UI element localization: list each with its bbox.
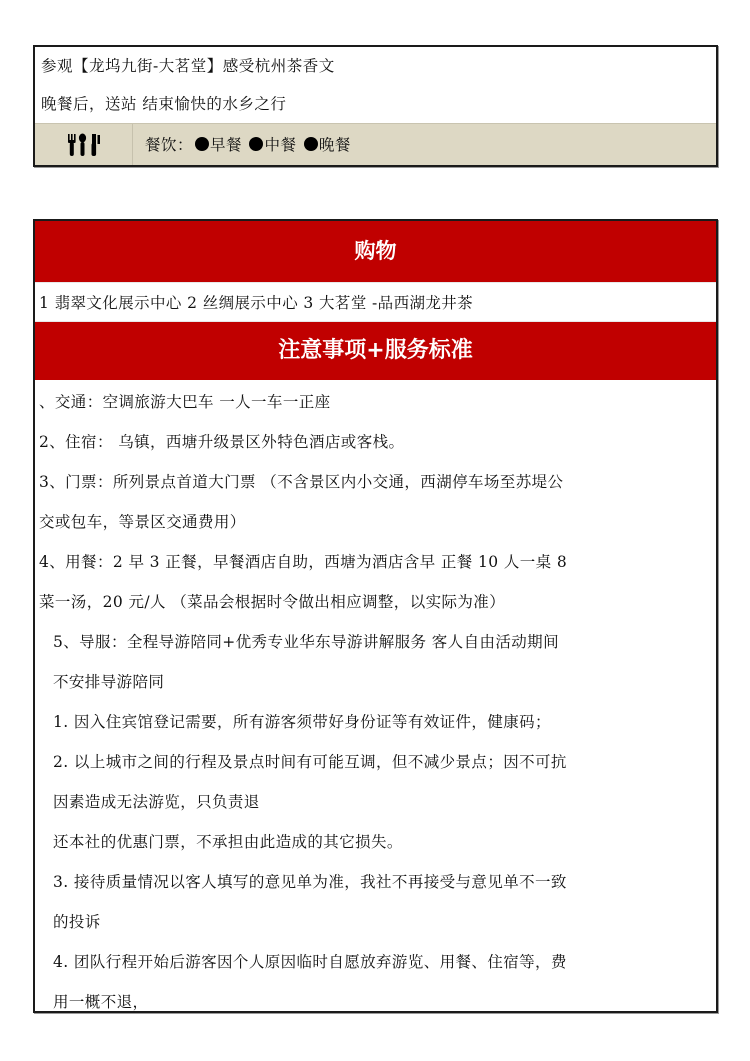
meal-breakfast: 早餐 <box>210 136 243 154</box>
note-line: 的投诉 <box>53 913 101 931</box>
note-line: 2. 以上城市之间的行程及景点时间有可能互调，但不减少景点；因不可抗 <box>53 753 567 771</box>
note-line: 交或包车，等景区交通费用） <box>39 513 246 531</box>
note-line: 3、门票：所列景点首道大门票 （不含景区内小交通，西湖停车场至苏堤公 <box>39 473 564 491</box>
itinerary-line: 晚餐后，送站 结束愉快的水乡之行 <box>41 95 287 113</box>
note-line: 5、导服：全程导游陪同+优秀专业华东导游讲解服务 客人自由活动期间 <box>53 633 559 651</box>
shopping-header: 购物 <box>35 221 716 282</box>
notes-list <box>35 380 716 1022</box>
note-line: 因素造成无法游览，只负责退 <box>53 793 260 811</box>
meal-row <box>35 123 716 165</box>
note-line: 1. 因入住宾馆登记需要，所有游客须带好身份证等有效证件，健康码； <box>53 713 551 731</box>
meal-icon-cell <box>35 124 133 165</box>
meal-lunch: 中餐 <box>264 136 297 154</box>
note-line: 4. 团队行程开始后游客因个人原因临时自愿放弃游览、用餐、住宿等，费 <box>53 953 567 971</box>
info-box <box>33 219 718 1013</box>
itinerary-line: 参观【龙坞九街-大茗堂】感受杭州茶香文 <box>41 57 335 75</box>
note-line: 4、用餐：2 早 3 正餐，早餐酒店自助，西塘为酒店含早 正餐 10 人一桌 8 <box>39 553 568 571</box>
notes-header: 注意事项+服务标准 <box>35 322 716 380</box>
meal-info <box>133 124 351 165</box>
note-line: 还本社的优惠门票，不承担由此造成的其它损失。 <box>53 833 403 851</box>
note-line: 2、住宿： 乌镇，西塘升级景区外特色酒店或客栈。 <box>39 433 405 451</box>
note-line: 用一概不退， <box>53 993 149 1011</box>
note-line: 3. 接待质量情况以客人填写的意见单为准，我社不再接受与意见单不一致 <box>53 873 567 891</box>
note-line: 菜一汤，20 元/人 （菜品会根据时令做出相应调整，以实际为准） <box>39 593 506 611</box>
meal-dinner: 晚餐 <box>318 136 351 154</box>
bullet-dot-icon <box>195 137 209 151</box>
meal-label: 餐饮： <box>145 136 194 154</box>
note-line: 、交通：空调旅游大巴车 一人一车一正座 <box>39 393 331 411</box>
bullet-dot-icon <box>249 137 263 151</box>
day-itinerary-box <box>33 45 718 167</box>
shopping-items: 1 翡翠文化展示中心 2 丝绸展示中心 3 大茗堂 -品西湖龙井茶 <box>35 282 716 322</box>
bullet-dot-icon <box>304 137 318 151</box>
utensils-icon <box>67 133 101 157</box>
note-line: 不安排导游陪同 <box>53 673 165 691</box>
